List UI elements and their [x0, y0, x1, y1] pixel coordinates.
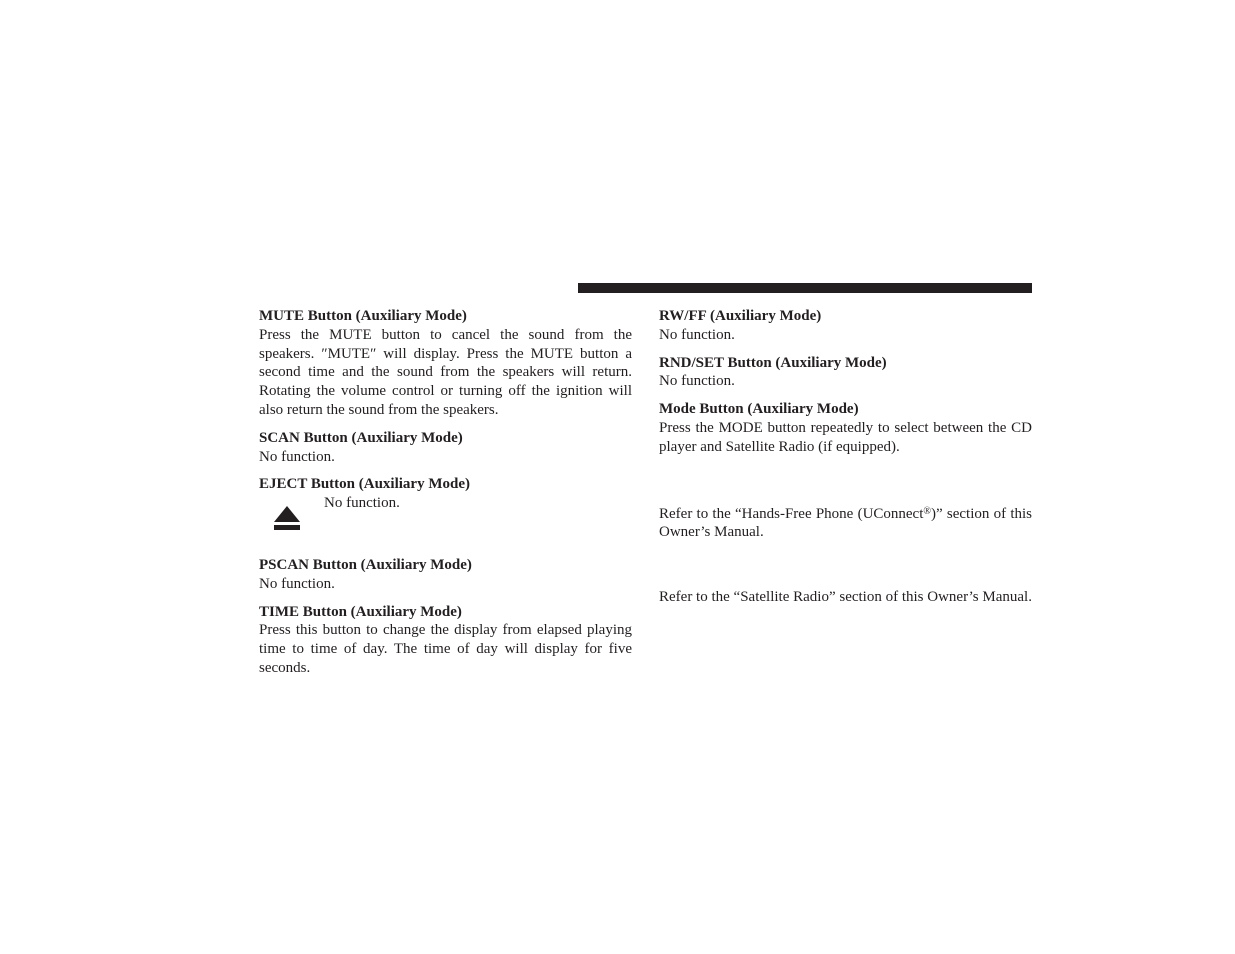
handsfree-body — [659, 503, 1032, 543]
pscan-heading: PSCAN Button (Auxiliary Mode) — [259, 556, 472, 573]
mode-body: Press the MODE button repeatedly to select between the CD player and Satellite Radio (if equipped). — [659, 419, 1032, 455]
scan-heading: SCAN Button (Auxiliary Mode) — [259, 429, 463, 446]
eject-heading: EJECT Button (Auxiliary Mode) — [259, 476, 470, 493]
eject-icon — [273, 506, 301, 532]
rndset-heading: RND/SET Button (Auxiliary Mode) — [659, 354, 887, 371]
right-column — [659, 307, 1032, 607]
time-body: Press this button to change the display from elapsed playing time to time of day. The time of day will display for five seconds. — [259, 622, 632, 676]
pscan-section — [259, 556, 632, 594]
mute-heading: MUTE Button (Auxiliary Mode) — [259, 308, 467, 324]
handsfree-text-before: Refer to the “Hands-Free Phone (UConnect — [659, 505, 924, 522]
mode-section — [659, 400, 1032, 456]
time-heading: TIME Button (Auxiliary Mode) — [259, 603, 462, 620]
left-column — [259, 307, 632, 678]
handsfree-section — [659, 503, 1032, 543]
rwff-section — [659, 307, 1032, 345]
pscan-body: No function. — [259, 575, 335, 592]
mute-body: Press the MUTE button to cancel the sound from the speakers. ″MUTE″ will display. Press the MUTE button a second time and the sound from the speakers will return. Rotating the volume control or turning off the ignition will also return the sound from the speakers. — [259, 326, 632, 418]
handsfree-text-after: )” section of this Owner’s Manual. — [659, 505, 1032, 541]
scan-section — [259, 429, 632, 467]
rndset-section — [659, 354, 1032, 392]
scan-body: No function. — [259, 448, 335, 465]
registered-mark: ® — [923, 505, 931, 517]
mode-heading: Mode Button (Auxiliary Mode) — [659, 401, 859, 418]
eject-section — [259, 475, 632, 513]
rwff-heading: RW/FF (Auxiliary Mode) — [659, 308, 822, 324]
eject-body: No function. — [324, 495, 400, 512]
time-section — [259, 603, 632, 678]
satellite-section — [659, 588, 1032, 607]
header-rule — [578, 283, 1032, 293]
rndset-body: No function. — [659, 373, 735, 390]
mute-section — [259, 307, 632, 420]
rwff-body: No function. — [659, 326, 735, 343]
satellite-body: Refer to the “Satellite Radio” section of this Owner’s Manual. — [659, 589, 1032, 606]
